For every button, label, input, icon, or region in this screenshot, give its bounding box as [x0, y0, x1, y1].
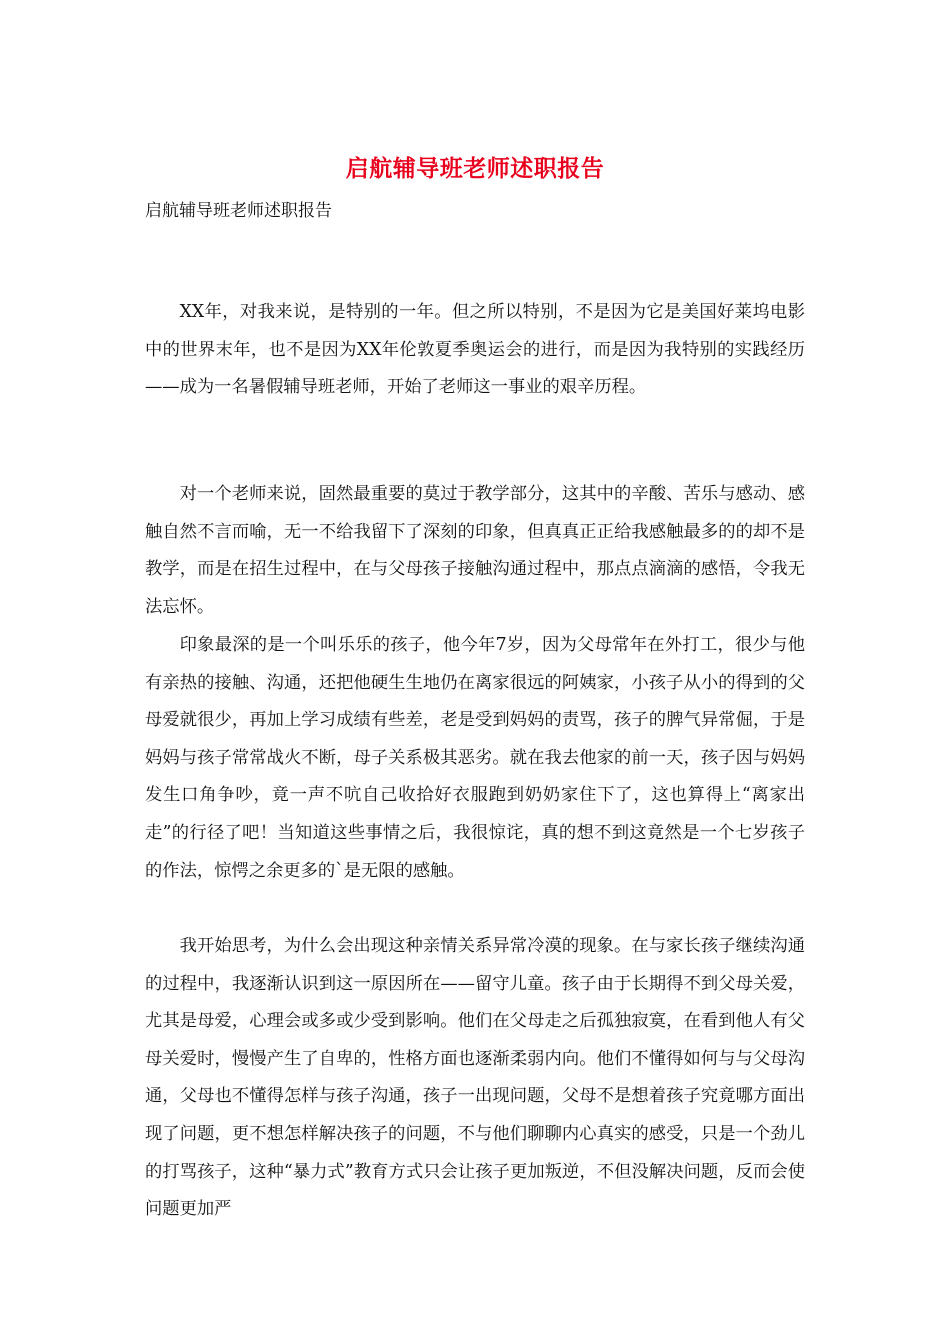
document-title: 启航辅导班老师述职报告	[345, 155, 605, 182]
document-subtitle: 启航辅导班老师述职报告	[145, 201, 332, 221]
body-paragraph: 印象最深的是一个叫乐乐的孩子，他今年7岁，因为父母常年在外打工，很少与他有亲热的接触、沟通，还把他硬生生地仍在离家很远的阿姨家，小孩子从小的得到的父母爱就很少，再加上学习成绩有些差，老是受到妈妈的责骂，孩子的脾气异常倔，于是妈妈与孩子常常战火不断，母子关系极其恶劣。就在我去他家的前一天，孩子因与妈妈发生口角争吵，竟一声不吭自己收拾好衣服跑到奶奶家住下了，这也算得上“离家出走”的行径了吧！当知道这些事情之后，我很惊诧，真的想不到这竟然是一个七岁孩子的作法，惊愕之余更多的`是无限的感触。	[145, 635, 805, 881]
body-paragraph: 对一个老师来说，固然最重要的莫过于教学部分，这其中的辛酸、苦乐与感动、感触自然不言而喻，无一不给我留下了深刻的印象，但真真正正给我感触最多的的却不是教学，而是在招生过程中，在与父母孩子接触沟通过程中，那点点滴滴的感悟，令我无法忘怀。	[145, 484, 805, 617]
body-paragraph: XX年，对我来说，是特别的一年。但之所以特别，不是因为它是美国好莱坞电影中的世界末年，也不是因为XX年伦敦夏季奥运会的进行，而是因为我特别的实践经历——成为一名暑假辅导班老师，开始了老师这一事业的艰辛历程。	[145, 302, 805, 398]
body-paragraph: 我开始思考，为什么会出现这种亲情关系异常冷漠的现象。在与家长孩子继续沟通的过程中，我逐渐认识到这一原因所在——留守儿童。孩子由于长期得不到父母关爱，尤其是母爱，心理会或多或少受到影响。他们在父母走之后孤独寂寞，在看到他人有父母关爱时，慢慢产生了自卑的，性格方面也逐渐柔弱内向。他们不懂得如何与与父母沟通，父母也不懂得怎样与孩子沟通，孩子一出现问题，父母不是想着孩子究竟哪方面出现了问题，更不想怎样解决孩子的问题，不与他们聊聊内心真实的感受，只是一个劲儿的打骂孩子，这种“暴力式”教育方式只会让孩子更加叛逆，不但没解决问题，反而会使问题更加严	[145, 936, 805, 1220]
